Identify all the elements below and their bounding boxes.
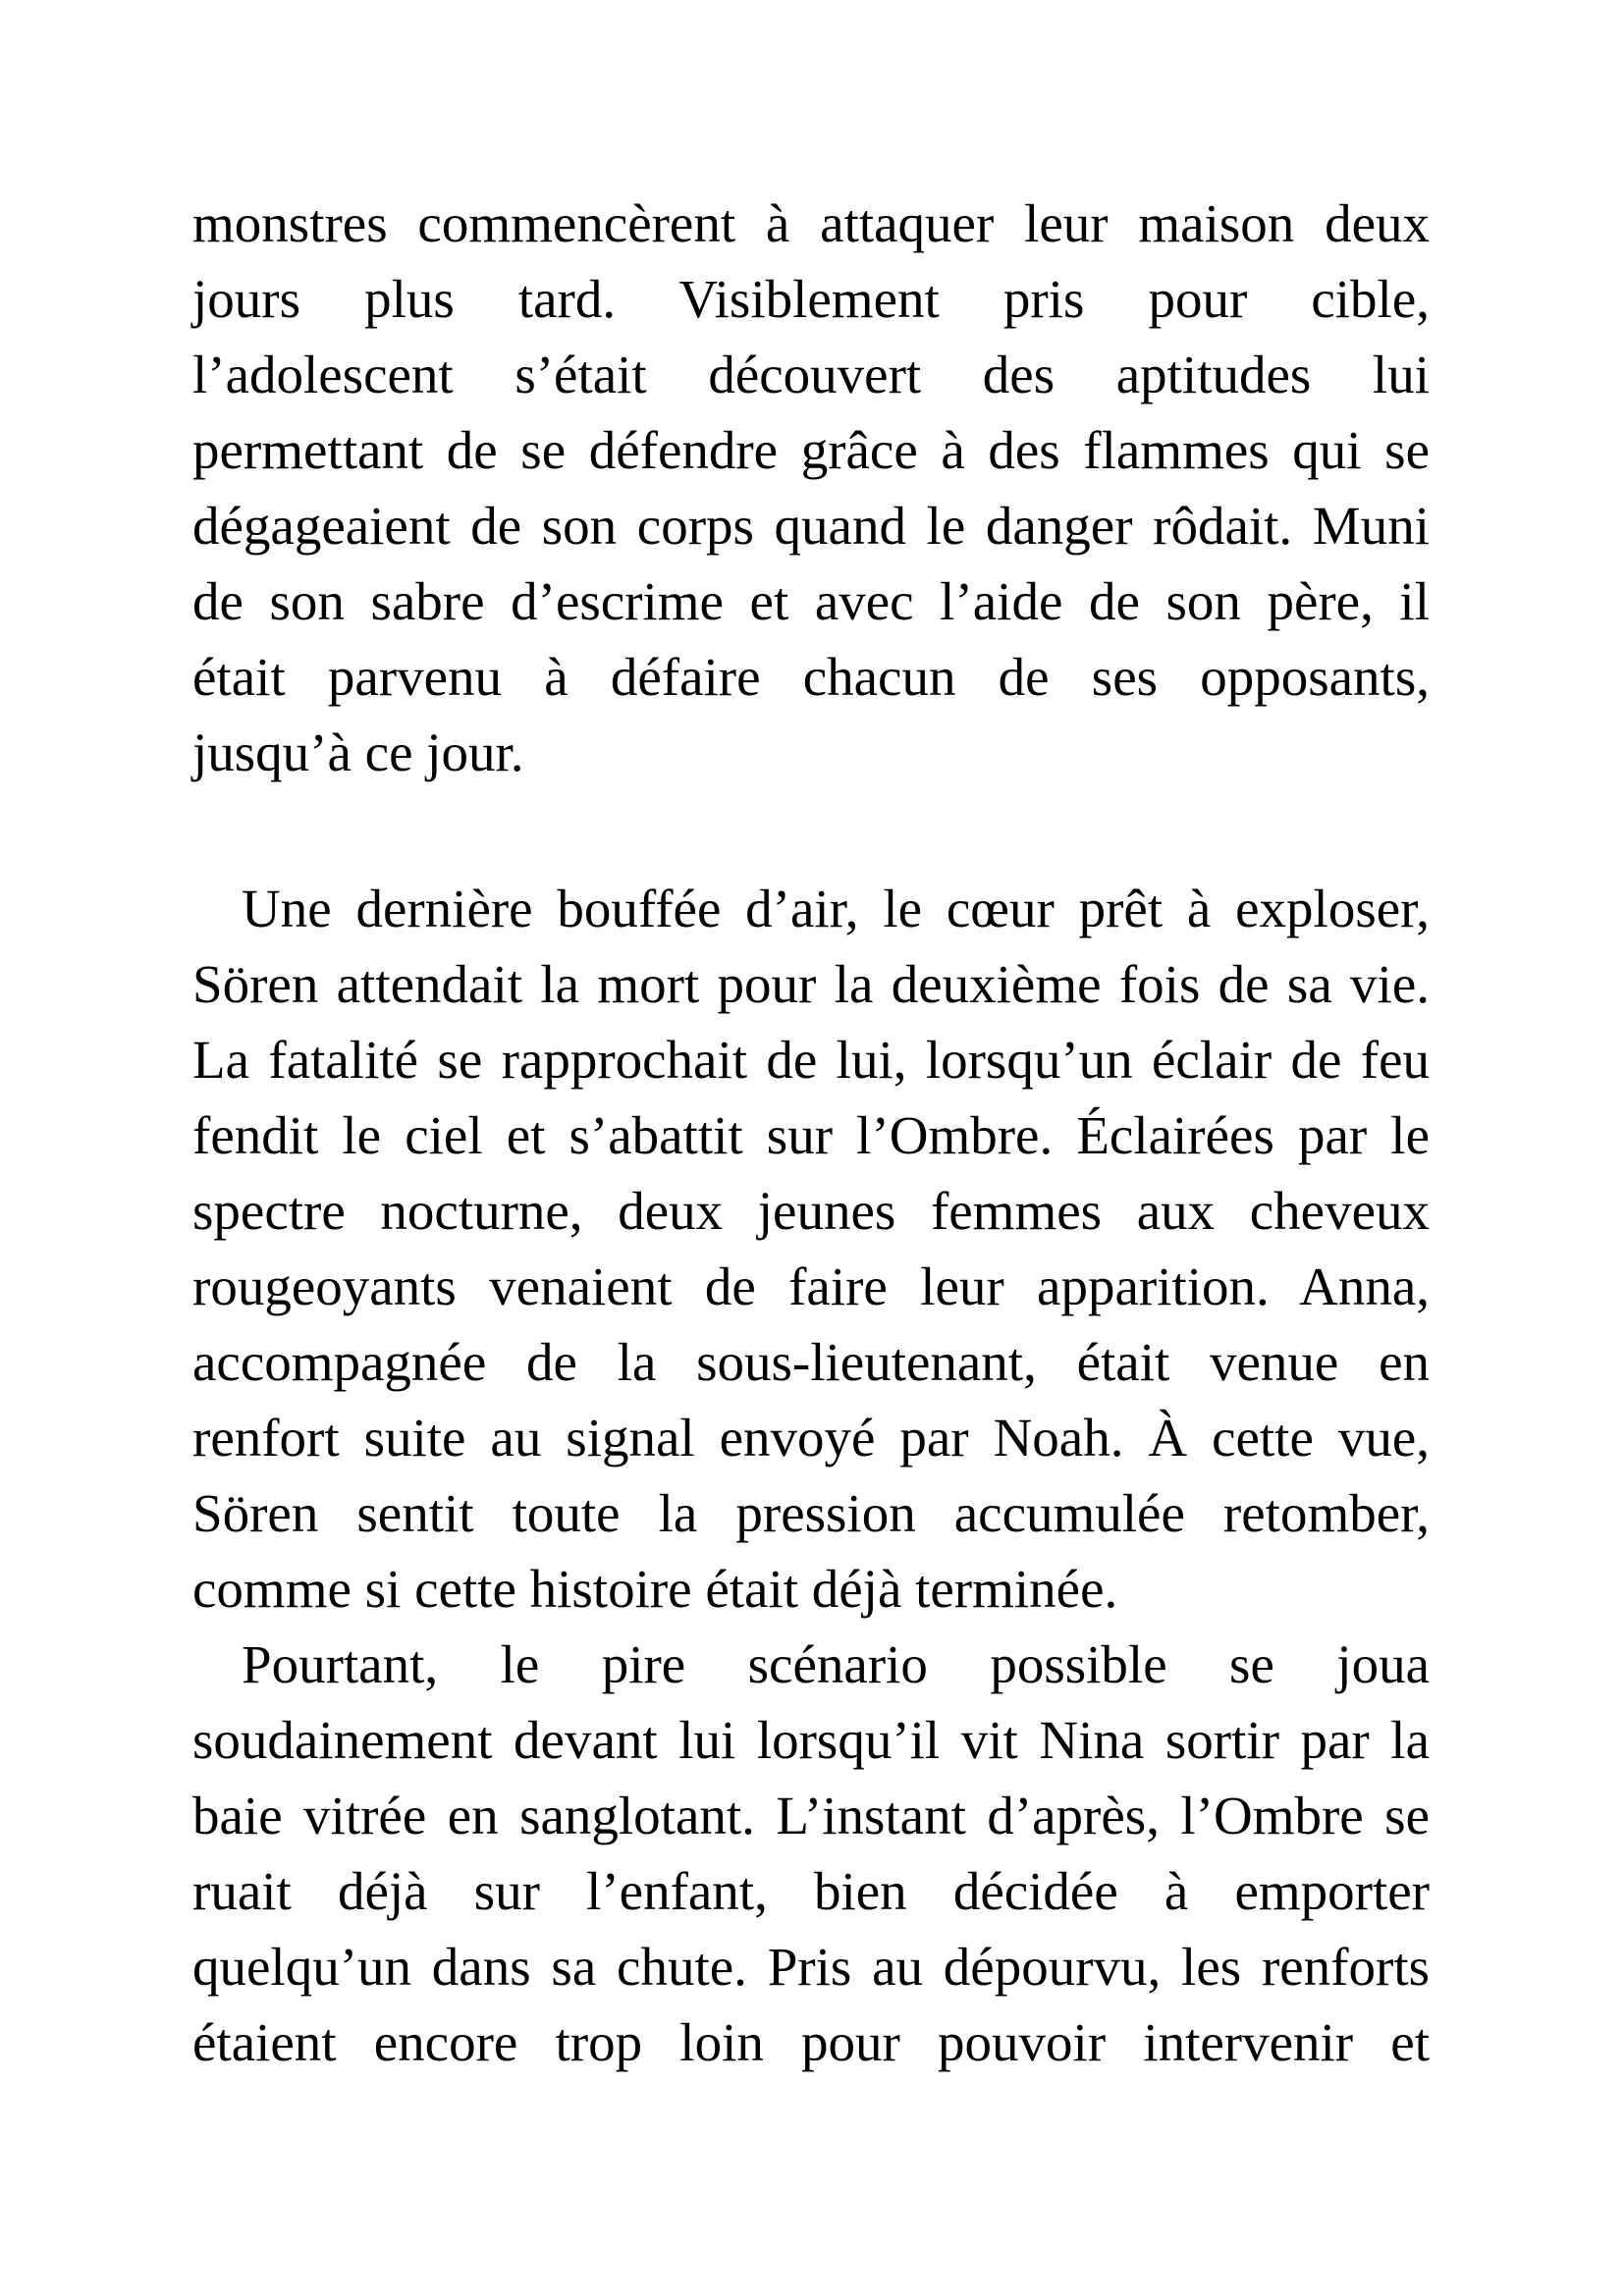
- text-line: baie vitrée en sanglotant. L’instant d’après, l’Ombre se: [192, 1786, 1430, 1845]
- text-line: quelqu’un dans sa chute. Pris au dépourvu, les renforts: [192, 1937, 1430, 1997]
- text-line: ruait déjà sur l’enfant, bien décidée à emporter: [192, 1861, 1430, 1921]
- text-line: jours plus tard. Visiblement pris pour cible,: [192, 269, 1430, 329]
- text-line: rougeoyants venaient de faire leur apparition. Anna,: [192, 1256, 1430, 1316]
- text-line: permettant de se défendre grâce à des flammes qui se: [192, 420, 1430, 480]
- text-line: fendit le ciel et s’abattit sur l’Ombre. Éclairées par le: [192, 1105, 1430, 1165]
- text-line: La fatalité se rapprochait de lui, lorsqu’un éclair de feu: [192, 1030, 1430, 1090]
- text-line: dégageaient de son corps quand le danger rôdait. Muni: [192, 496, 1430, 556]
- text-line: renfort suite au signal envoyé par Noah. À cette vue,: [192, 1408, 1430, 1468]
- text-line: Pourtant, le pire scénario possible se joua: [242, 1634, 1430, 1694]
- text-line: accompagnée de la sous-lieutenant, était venue en: [192, 1332, 1430, 1392]
- text-line: monstres commencèrent à attaquer leur maison deux: [192, 193, 1430, 253]
- text-line: était parvenu à défaire chacun de ses opposants,: [192, 647, 1430, 707]
- page-text: [192, 186, 1430, 2080]
- text-line: Une dernière bouffée d’air, le cœur prêt à exploser,: [242, 879, 1430, 938]
- text-line: l’adolescent s’était découvert des aptitudes lui: [192, 345, 1430, 404]
- text-line: soudainement devant lui lorsqu’il vit Nina sortir par la: [192, 1710, 1430, 1770]
- text-line: Sören attendait la mort pour la deuxième fois de sa vie.: [192, 954, 1430, 1014]
- text-line: de son sabre d’escrime et avec l’aide de son père, il: [192, 571, 1430, 631]
- text-line: spectre nocturne, deux jeunes femmes aux cheveux: [192, 1181, 1430, 1241]
- text-line: jusqu’à ce jour.: [192, 722, 524, 782]
- text-line: étaient encore trop loin pour pouvoir intervenir et: [192, 2012, 1430, 2072]
- text-line: Sören sentit toute la pression accumulée retomber,: [192, 1483, 1430, 1543]
- text-line: comme si cette histoire était déjà terminée.: [192, 1559, 1118, 1619]
